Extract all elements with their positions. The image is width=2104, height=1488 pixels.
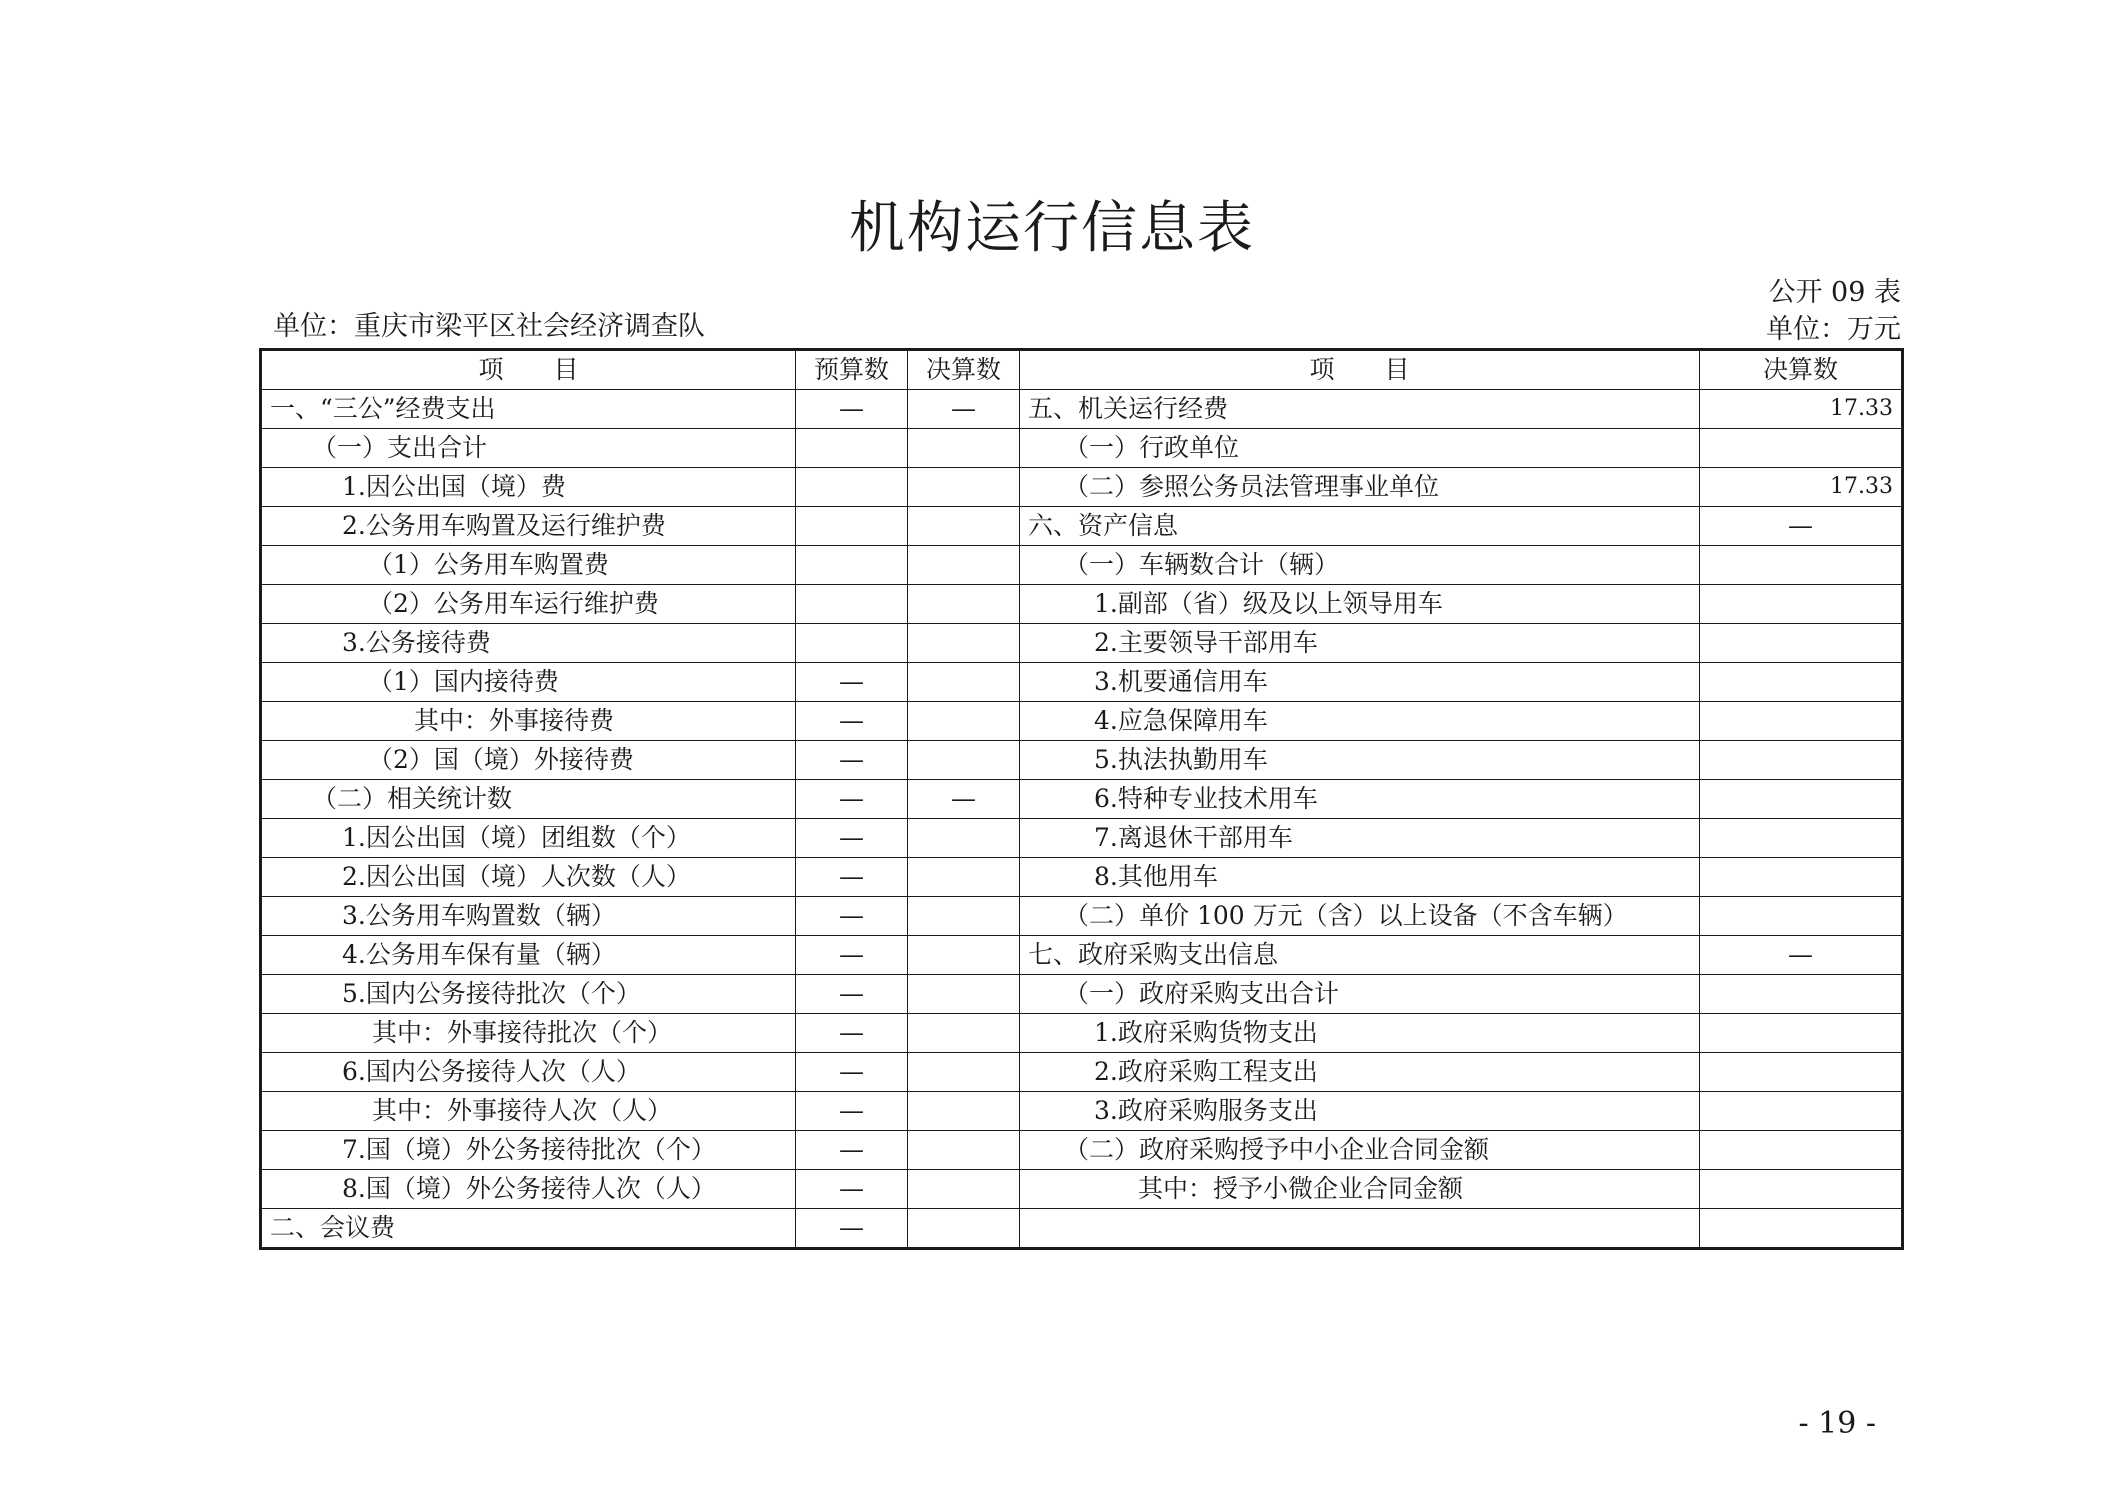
right-final-value [1700, 1092, 1903, 1131]
right-item: 1.政府采购货物支出 [1020, 1014, 1700, 1053]
table-row [261, 624, 1903, 663]
left-item: 5.国内公务接待批次（个） [261, 975, 796, 1014]
table-row [261, 702, 1903, 741]
final-value [908, 546, 1020, 585]
final-value [908, 1170, 1020, 1209]
final-value [908, 936, 1020, 975]
left-item: 2.公务用车购置及运行维护费 [261, 507, 796, 546]
header-final-left: 决算数 [908, 350, 1020, 390]
final-value [908, 507, 1020, 546]
left-item: 8.国（境）外公务接待人次（人） [261, 1170, 796, 1209]
right-final-value [1700, 1131, 1903, 1170]
left-item: 其中：外事接待人次（人） [261, 1092, 796, 1131]
table-row [261, 1170, 1903, 1209]
right-final-value [1700, 780, 1903, 819]
table-row [261, 1209, 1903, 1249]
table-row [261, 468, 1903, 507]
right-item: （二）政府采购授予中小企业合同金额 [1020, 1131, 1700, 1170]
right-final-value [1700, 819, 1903, 858]
final-value [908, 468, 1020, 507]
budget-value: — [796, 1014, 908, 1053]
table-row [261, 1131, 1903, 1170]
right-item: （一）车辆数合计（辆） [1020, 546, 1700, 585]
final-value [908, 1014, 1020, 1053]
left-item: 1.因公出国（境）团组数（个） [261, 819, 796, 858]
right-final-value [1700, 585, 1903, 624]
table-row [261, 1092, 1903, 1131]
table-row [261, 819, 1903, 858]
budget-value [796, 624, 908, 663]
final-value [908, 702, 1020, 741]
right-final-value: — [1700, 936, 1903, 975]
right-item [1020, 1209, 1700, 1249]
budget-value: — [796, 1092, 908, 1131]
final-value [908, 1131, 1020, 1170]
right-final-value [1700, 546, 1903, 585]
right-final-value [1700, 858, 1903, 897]
left-item: 3.公务接待费 [261, 624, 796, 663]
budget-value: — [796, 663, 908, 702]
budget-value [796, 429, 908, 468]
final-value [908, 975, 1020, 1014]
right-item: 五、机关运行经费 [1020, 390, 1700, 429]
right-final-value [1700, 1170, 1903, 1209]
info-table [259, 348, 1904, 1250]
organization-unit: 单位：重庆市梁平区社会经济调查队 [273, 311, 705, 342]
header-item-left: 项 目 [261, 350, 796, 390]
budget-value: — [796, 936, 908, 975]
final-value: — [908, 780, 1020, 819]
right-item: 六、资产信息 [1020, 507, 1700, 546]
right-item: 其中：授予小微企业合同金额 [1020, 1170, 1700, 1209]
budget-value [796, 546, 908, 585]
left-item: 其中：外事接待批次（个） [261, 1014, 796, 1053]
right-final-value: 17.33 [1700, 390, 1903, 429]
final-value [908, 585, 1020, 624]
right-item: （一）政府采购支出合计 [1020, 975, 1700, 1014]
budget-value: — [796, 1209, 908, 1249]
right-item: 5.执法执勤用车 [1020, 741, 1700, 780]
final-value [908, 858, 1020, 897]
right-final-value [1700, 1209, 1903, 1249]
right-final-value [1700, 663, 1903, 702]
table-row [261, 741, 1903, 780]
left-item: （2）国（境）外接待费 [261, 741, 796, 780]
final-value [908, 897, 1020, 936]
right-final-value [1700, 702, 1903, 741]
final-value [908, 1092, 1020, 1131]
left-item: 7.国（境）外公务接待批次（个） [261, 1131, 796, 1170]
right-item: 2.主要领导干部用车 [1020, 624, 1700, 663]
table-row [261, 975, 1903, 1014]
currency-unit: 单位：万元 [1766, 314, 1901, 345]
budget-value: — [796, 1170, 908, 1209]
budget-value: — [796, 780, 908, 819]
table-row [261, 897, 1903, 936]
page-number: - 19 - [1798, 1406, 1876, 1441]
table-row [261, 1014, 1903, 1053]
left-item: （一）支出合计 [261, 429, 796, 468]
right-final-value [1700, 975, 1903, 1014]
right-final-value [1700, 1014, 1903, 1053]
right-item: 3.机要通信用车 [1020, 663, 1700, 702]
final-value [908, 1053, 1020, 1092]
budget-value: — [796, 702, 908, 741]
right-item: 2.政府采购工程支出 [1020, 1053, 1700, 1092]
table-row [261, 936, 1903, 975]
left-item: 2.因公出国（境）人次数（人） [261, 858, 796, 897]
table-row [261, 663, 1903, 702]
budget-value: — [796, 858, 908, 897]
table-row [261, 585, 1903, 624]
final-value [908, 429, 1020, 468]
right-item: 6.特种专业技术用车 [1020, 780, 1700, 819]
budget-value: — [796, 819, 908, 858]
form-number: 公开 09 表 [1768, 277, 1901, 308]
budget-value: — [796, 897, 908, 936]
budget-value: — [796, 1131, 908, 1170]
left-item: 一、“三公”经费支出 [261, 390, 796, 429]
right-final-value: 17.33 [1700, 468, 1903, 507]
right-item: （二）参照公务员法管理事业单位 [1020, 468, 1700, 507]
final-value [908, 741, 1020, 780]
final-value [908, 819, 1020, 858]
right-item: 8.其他用车 [1020, 858, 1700, 897]
right-item: 1.副部（省）级及以上领导用车 [1020, 585, 1700, 624]
final-value [908, 663, 1020, 702]
right-item: （二）单价 100 万元（含）以上设备（不含车辆） [1020, 897, 1700, 936]
left-item: （1）公务用车购置费 [261, 546, 796, 585]
table-row [261, 858, 1903, 897]
right-item: 3.政府采购服务支出 [1020, 1092, 1700, 1131]
left-item: （2）公务用车运行维护费 [261, 585, 796, 624]
left-item: 其中：外事接待费 [261, 702, 796, 741]
right-final-value [1700, 624, 1903, 663]
table-row [261, 1053, 1903, 1092]
header-budget: 预算数 [796, 350, 908, 390]
right-item: 7.离退休干部用车 [1020, 819, 1700, 858]
budget-value [796, 585, 908, 624]
right-item: 七、政府采购支出信息 [1020, 936, 1700, 975]
left-item: 3.公务用车购置数（辆） [261, 897, 796, 936]
table-row [261, 780, 1903, 819]
right-item: （一）行政单位 [1020, 429, 1700, 468]
final-value: — [908, 390, 1020, 429]
right-final-value: — [1700, 507, 1903, 546]
right-final-value [1700, 429, 1903, 468]
budget-value: — [796, 741, 908, 780]
table-header-row [261, 350, 1903, 390]
right-item: 4.应急保障用车 [1020, 702, 1700, 741]
left-item: （二）相关统计数 [261, 780, 796, 819]
left-item: 6.国内公务接待人次（人） [261, 1053, 796, 1092]
final-value [908, 1209, 1020, 1249]
header-item-right: 项 目 [1020, 350, 1700, 390]
table-row [261, 390, 1903, 429]
left-item: 4.公务用车保有量（辆） [261, 936, 796, 975]
table-row [261, 507, 1903, 546]
header-final-right: 决算数 [1700, 350, 1903, 390]
right-final-value [1700, 897, 1903, 936]
budget-value [796, 507, 908, 546]
left-item: 二、会议费 [261, 1209, 796, 1249]
left-item: （1）国内接待费 [261, 663, 796, 702]
table-row [261, 429, 1903, 468]
right-final-value [1700, 1053, 1903, 1092]
table-row [261, 546, 1903, 585]
page-title: 机构运行信息表 [849, 196, 1255, 261]
budget-value [796, 468, 908, 507]
left-item: 1.因公出国（境）费 [261, 468, 796, 507]
right-final-value [1700, 741, 1903, 780]
budget-value: — [796, 1053, 908, 1092]
final-value [908, 624, 1020, 663]
budget-value: — [796, 390, 908, 429]
budget-value: — [796, 975, 908, 1014]
